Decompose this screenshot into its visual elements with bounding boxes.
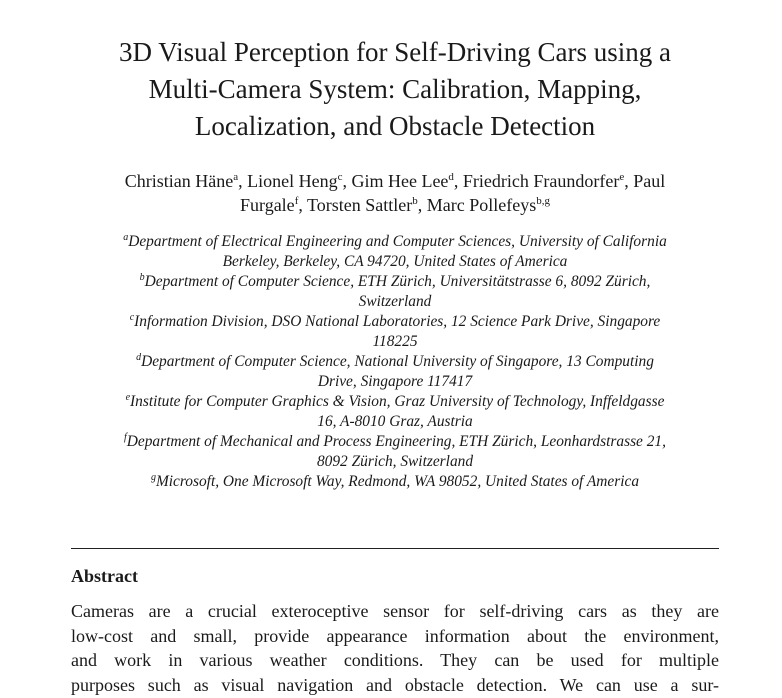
affiliation-text: Institute for Computer Graphics & Vision, Graz University of Technology, Inffeldgasse (130, 393, 665, 410)
author-name: Gim Hee Lee (351, 171, 449, 191)
paper-title (40, 34, 750, 145)
author-affiliation-mark: f (294, 195, 299, 207)
author-affiliation-mark: c (337, 171, 343, 183)
affiliation-text: Department of Electrical Engineering and Computer Sciences, University of California (128, 233, 667, 250)
affiliation-line (40, 232, 750, 252)
affiliation-line: Berkeley, Berkeley, CA 94720, United States of America (222, 253, 568, 270)
author-affiliation-mark: d (448, 171, 454, 183)
title-line: Multi-Camera System: Calibration, Mapping, (148, 74, 642, 104)
abstract-line: purposes such as visual navigation and obstacle detection. We can use a sur- (71, 674, 719, 695)
author-separator: , (298, 195, 308, 215)
author-separator: , (342, 171, 352, 191)
abstract-line: and work in various weather conditions. They can be used for multiple (71, 650, 719, 670)
author-affiliation-mark: b (412, 195, 418, 207)
author-separator: , (417, 195, 427, 215)
author-name: Torsten Sattler (307, 195, 413, 215)
affiliation-line: 118225 (372, 333, 418, 350)
author-line (40, 193, 750, 217)
affiliation-line (40, 392, 750, 412)
abstract-line: low-cost and small, provide appearance information about the environment, (71, 625, 719, 646)
affiliation-key: g (150, 472, 156, 483)
author-name: Furgale (240, 195, 295, 215)
author-affiliation-mark: b,g (536, 195, 550, 207)
affiliation-line: Drive, Singapore 117417 (317, 373, 473, 390)
author-name: Paul (633, 171, 666, 191)
author-affiliation-mark: e (619, 171, 625, 183)
author-name: Christian Häne (124, 171, 234, 191)
abstract-heading: Abstract (71, 566, 138, 586)
author-separator: , (624, 171, 634, 191)
affiliation-text: Microsoft, One Microsoft Way, Redmond, WA 98052, United States of America (155, 473, 640, 490)
affiliation-line (40, 432, 750, 452)
author-name: Marc Pollefeys (426, 195, 537, 215)
affiliation-text: Department of Mechanical and Process Engineering, ETH Zürich, Leonhardstrasse 21, (126, 433, 666, 450)
author-separator: , (238, 171, 248, 191)
affiliation-key: e (125, 392, 131, 403)
affiliation-line: 8092 Zürich, Switzerland (316, 453, 474, 470)
affiliation-key: f (124, 432, 127, 443)
author-list (40, 169, 750, 217)
affiliation-text: Department of Computer Science, ETH Zürich, Universitätstrasse 6, 8092 Zürich, (144, 273, 651, 290)
affiliation-text: Department of Computer Science, National University of Singapore, 13 Computing (141, 353, 654, 370)
affiliation-line (40, 272, 750, 292)
affiliation-line (40, 472, 750, 492)
affiliation-key: c (129, 312, 135, 323)
author-separator: , (453, 171, 463, 191)
abstract-line: Cameras are a crucial exteroceptive sensor for self-driving cars as they are (71, 601, 719, 621)
author-line (40, 169, 750, 193)
affiliation-key: a (123, 232, 129, 243)
affiliation-list (40, 232, 750, 492)
affiliation-key: b (139, 272, 145, 283)
abstract-divider (71, 548, 719, 549)
affiliation-text: Information Division, DSO National Laboratories, 12 Science Park Drive, Singapore (134, 313, 661, 330)
author-affiliation-mark: a (233, 171, 239, 183)
affiliation-line: 16, A-8010 Graz, Austria (317, 413, 473, 430)
title-line: 3D Visual Perception for Self-Driving Cars using a (118, 37, 672, 67)
abstract-body (71, 599, 719, 697)
author-name: Friedrich Fraundorfer (462, 171, 620, 191)
affiliation-line (40, 312, 750, 332)
affiliation-line (40, 352, 750, 372)
author-name: Lionel Heng (247, 171, 338, 191)
affiliation-key: d (136, 352, 142, 363)
affiliation-line: Switzerland (358, 293, 432, 310)
title-line: Localization, and Obstacle Detection (194, 111, 596, 141)
